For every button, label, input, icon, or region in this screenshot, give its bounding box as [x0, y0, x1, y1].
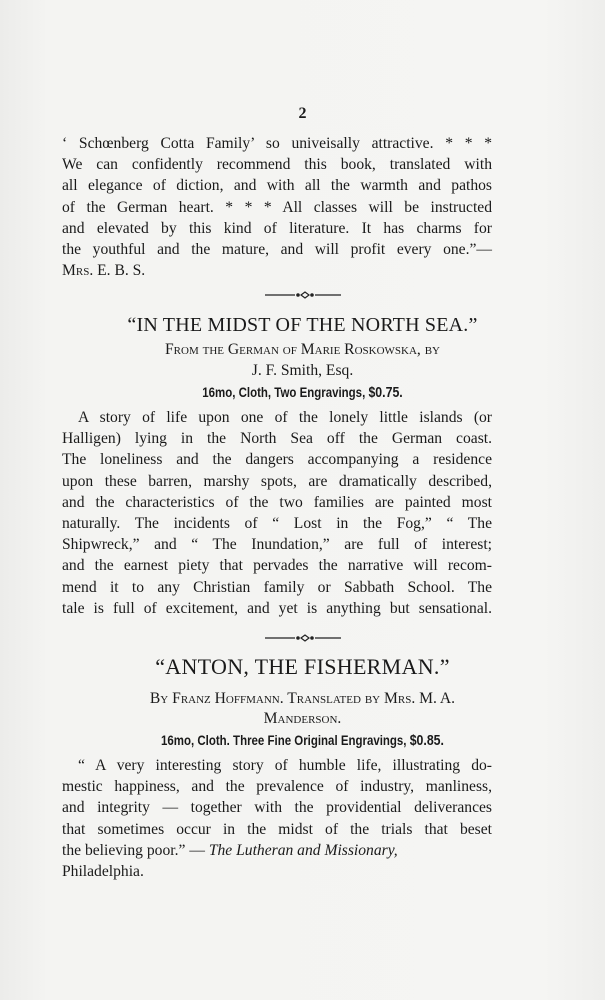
book-price: $0.75. — [368, 385, 403, 401]
review-line: “ A very interesting story of humble life, illustrating do- — [78, 757, 492, 774]
description-line: Shipwreck,” and “ The Inundation,” are full of interest; — [62, 536, 492, 554]
ornament-divider — [0, 287, 605, 305]
description-line: A story of life upon one of the lonely little islands (or — [78, 409, 492, 426]
intro-line: ‘ Schœnberg Cotta Family’ so univeisally attractive. * * * — [62, 135, 492, 152]
intro-line: the youthful and the mature, and will profit every one.”— — [62, 241, 492, 259]
description-line: Halligen) lying in the North Sea off the German coast. — [62, 430, 492, 448]
intro-attribution: Mrs. E. B. S. — [62, 262, 146, 280]
review-source: The Lutheran and Missionary, — [208, 841, 398, 859]
book-format: 16mo, Cloth. Three Fine Original Engravings, — [161, 733, 410, 748]
intro-paragraph — [62, 133, 492, 281]
description-line: tale is full of excitement, and yet is anything but sensational. — [62, 599, 492, 617]
book-byline: By Franz Hoffmann. Translated by Mrs. M. A. — [149, 690, 456, 707]
review-line: and integrity — together with the providential deliverances — [62, 799, 492, 817]
book-translator: Manderson. — [263, 710, 342, 727]
description-line: upon these barren, marshy spots, are dramatically described, — [62, 472, 492, 490]
intro-line: We can confidently recommend this book, translated with — [62, 156, 492, 174]
book-price-line — [45, 733, 559, 749]
book-title: “ANTON, THE FISHERMAN.” — [155, 654, 450, 679]
ornament-divider — [0, 630, 605, 648]
book-title: “IN THE MIDST OF THE NORTH SEA.” — [127, 314, 478, 336]
description-line: and the characteristics of the two families are painted most — [62, 493, 492, 511]
book-price-line — [45, 385, 559, 401]
intro-line: all elegance of diction, and with all the warmth and pathos — [62, 177, 492, 195]
book-description — [62, 407, 492, 619]
book-review — [62, 755, 492, 882]
page-number: 2 — [298, 105, 307, 122]
book-price: $0.85. — [409, 733, 444, 749]
description-line: The loneliness and the dangers accompanying a residence — [62, 451, 492, 469]
book-format: 16mo, Cloth, Two Engravings, — [202, 385, 369, 400]
review-end: the believing poor.” — — [62, 841, 209, 859]
description-line: naturally. The incidents of “ Lost in the Fog,” “ The — [62, 515, 492, 533]
description-line: mend it to any Christian family or Sabbath School. The — [62, 578, 492, 596]
review-line: mestic happiness, and the prevalence of industry, manliness, — [62, 778, 492, 796]
intro-line: and elevated by this kind of literature. It has charms for — [62, 219, 492, 237]
book-translator: J. F. Smith, Esq. — [251, 362, 354, 379]
intro-line: of the German heart. * * * All classes will be instructed — [62, 198, 492, 216]
review-line — [62, 840, 492, 861]
review-line: that sometimes occur in the midst of the trials that beset — [62, 820, 492, 838]
description-line: and the earnest piety that pervades the narrative will recom- — [62, 557, 492, 575]
review-place: Philadelphia. — [62, 863, 144, 881]
book-byline: From the German of Marie Roskowska, by — [165, 341, 440, 358]
